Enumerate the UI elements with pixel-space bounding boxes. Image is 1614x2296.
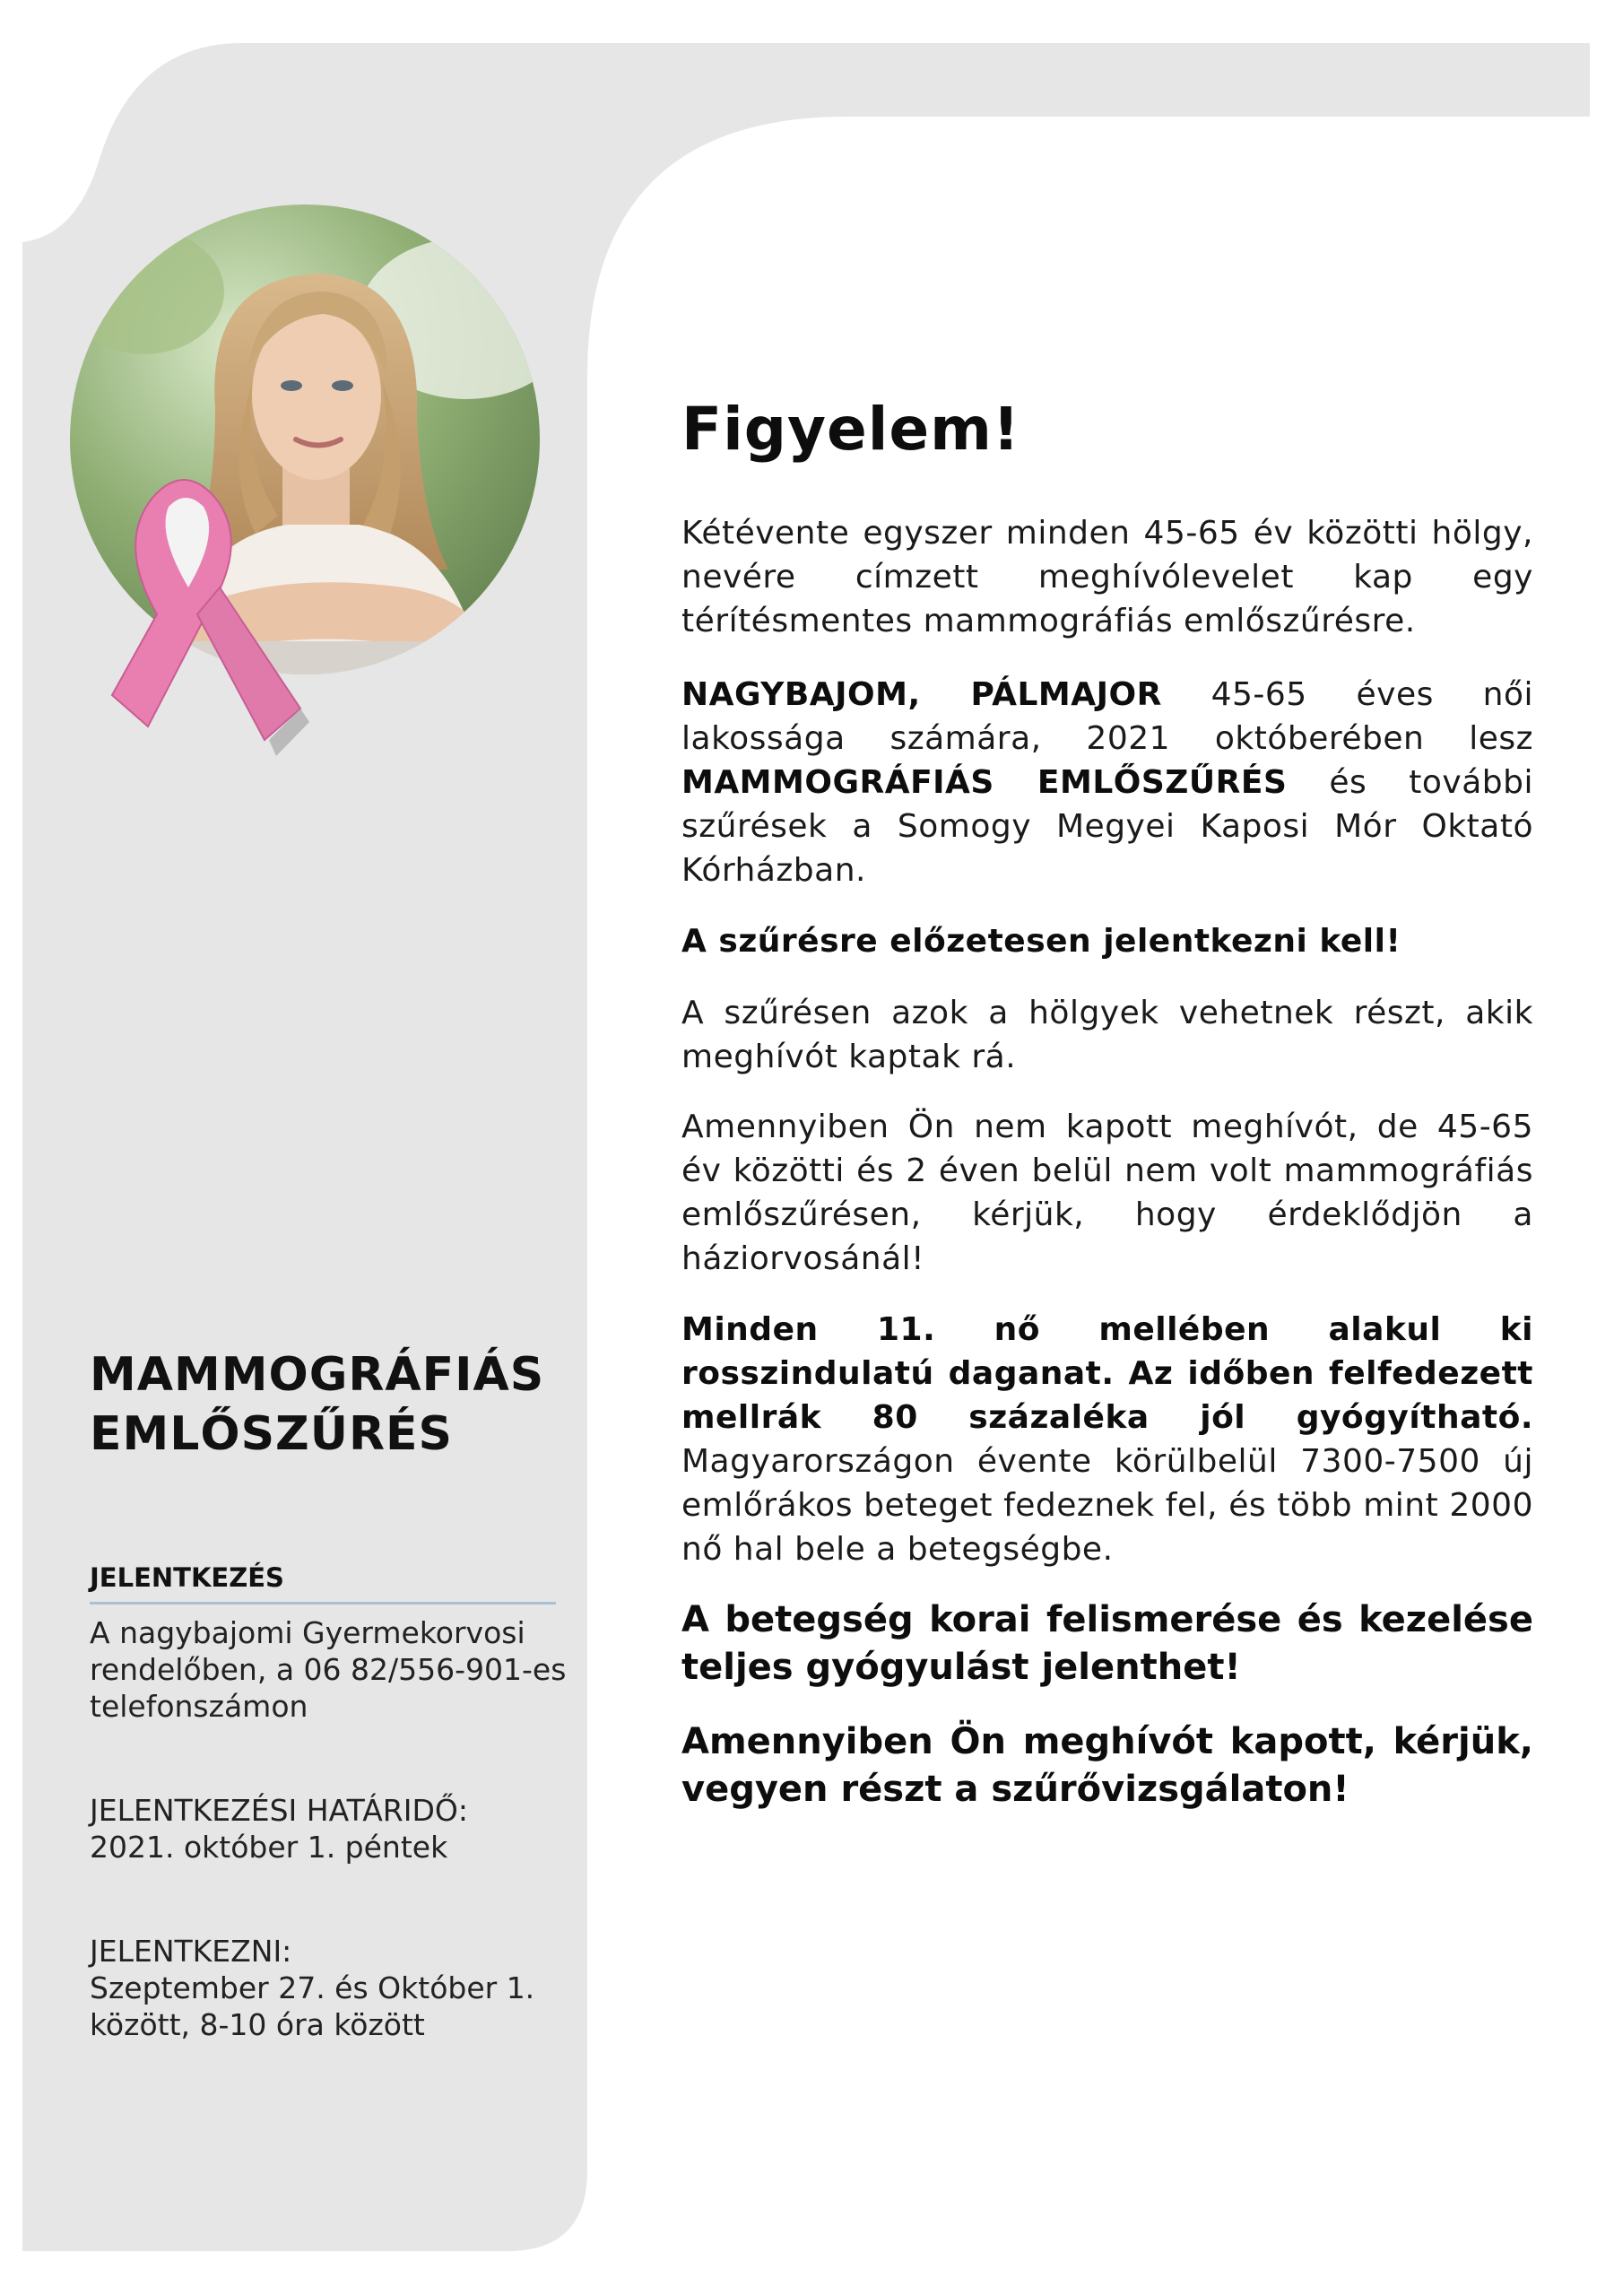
paragraph-register-notice: A szűrésre előzetesen jelentkezni kell! [681,923,1401,960]
registration-info [90,1614,574,1725]
registration-heading: JELENTKEZÉS [90,1562,556,1605]
page-title: Figyelem! [681,395,1020,464]
paragraph-intro: Kétévente egyszer minden 45-65 év közötti hölgy, nevére címzett meghívólevelet kap egy térítésmentes mammográfiás emlőszűrésre. [681,515,1533,639]
period-line: Szeptember 27. és Október 1. [90,1970,535,2005]
registration-line: rendelőben, a 06 82/556-901-es [90,1652,567,1687]
paragraph-early-detection: A betegség korai felismerése és kezelése teljes gyógyulást jelenthet! [681,1599,1533,1688]
sidebar-title-line1: MAMMOGRÁFIÁS [90,1348,545,1402]
paragraph-location [681,673,1533,892]
registration-line: A nagybajomi Gyermekorvosi [90,1615,525,1650]
paragraph-statistics [681,1308,1533,1571]
portrait-photo [63,193,565,776]
period-label: JELENTKEZNI: [90,1934,292,1969]
paragraph-eligibility: A szűrésen azok a hölgyek vehetnek részt, akik meghívót kaptak rá. [681,995,1533,1075]
sidebar-title [90,1345,574,1464]
deadline-info [90,1792,574,1866]
statistics-text: Magyarországon évente körülbelül 7300-7500 új emlőrákos beteget fedeznek fel, és több mint 2000 nő hal bele a betegségbe. [681,1443,1533,1568]
statistics-bold: Minden 11. nő mellében alakul ki rosszindulatú daganat. Az időben felfedezett mellrák 80 százaléka jól gyógyítható. [681,1311,1533,1436]
registration-line: telefonszámon [90,1689,308,1724]
sidebar-title-line2: EMLŐSZŰRÉS [90,1407,454,1461]
period-info [90,1933,574,2043]
paragraph-no-invite: Amennyiben Ön nem kapott meghívót, de 45-65 év közötti és 2 éven belül nem volt mammográfiás emlőszűrésen, kérjük, hogy érdeklődjön a háziorvosánál! [681,1109,1533,1277]
hospital-text: és további szűrések a Somogy Megyei Kaposi Mór Oktató Kórházban. [681,764,1533,889]
deadline-value: 2021. október 1. péntek [90,1830,448,1865]
screening-bold: MAMMOGRÁFIÁS EMLŐSZŰRÉS [681,764,1288,801]
deadline-label: JELENTKEZÉSI HATÁRIDŐ: [90,1793,468,1828]
paragraph-call-to-action: Amennyiben Ön meghívót kapott, kérjük, vegyen részt a szűrővizsgálaton! [681,1721,1533,1810]
location-text: 45-65 éves női lakossága számára, 2021 októberében lesz [681,676,1534,757]
location-bold: NAGYBAJOM, PÁLMAJOR [681,676,1162,713]
period-line: között, 8-10 óra között [90,2007,425,2042]
